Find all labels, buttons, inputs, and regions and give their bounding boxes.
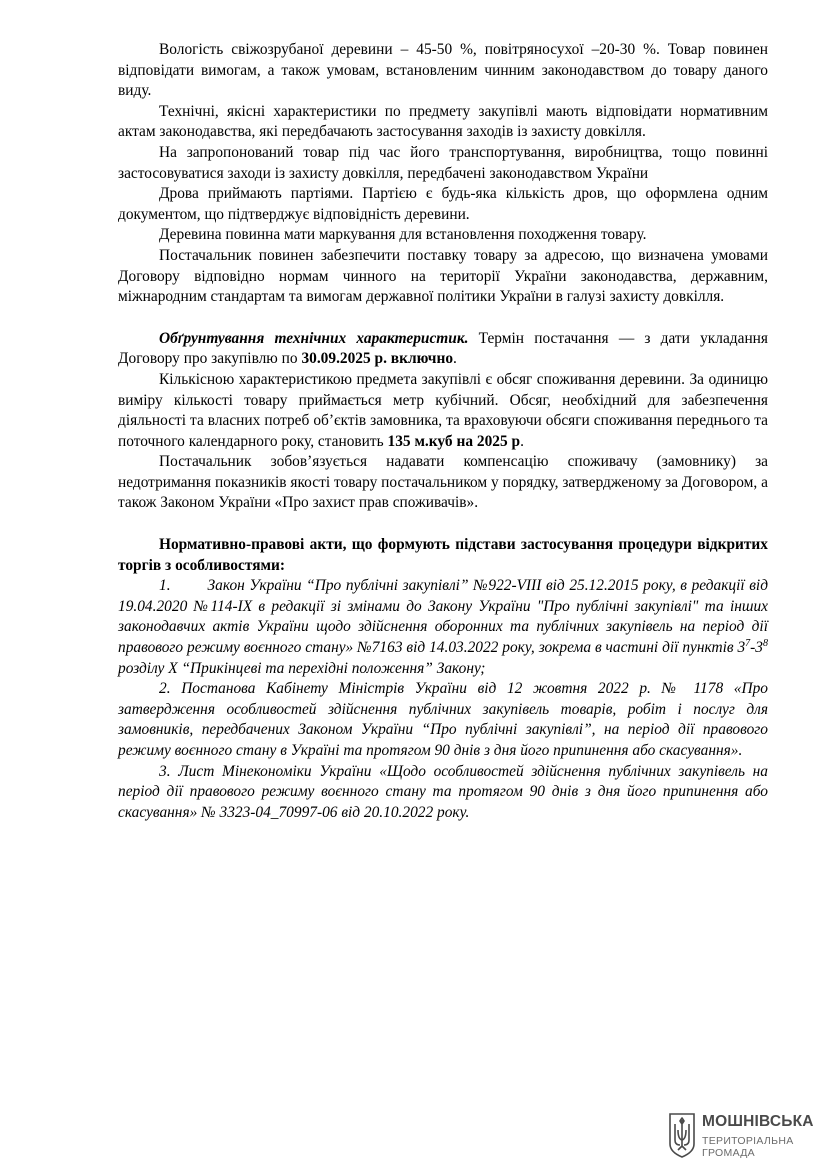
paragraph-compensation: Постачальник зобов’язується надавати компенсацію споживачу (замовнику) за недотримання показників якості товару постачальником у порядку, затвердженому за Договором, а також Законом України «Про захист прав споживачів». bbox=[118, 453, 768, 512]
legal-item-1-text: Закон України “Про публічні закупівлі” №922-VIII від 25.12.2015 року, в редакції від 19.04.2020 №114-IX в редакції зі змінами до Закону України "Про публічні закупівлі" та інших законодавчих актів України щодо здійснення оборонних та публічних закупівель на період дії правового режиму воєнного стану» №7163 від 14.03.2022 року, зокрема в частині дії пунктів 3 bbox=[118, 577, 768, 657]
paragraph-environment-measures: На запропонований товар під час його транспортування, виробництва, тощо повинні застосовуватися заходи із захисту довкілля, передбачені законодавством України bbox=[118, 143, 768, 182]
delivery-term-text: Термін постачання — з дати укладання Договору про закупівлю по bbox=[118, 329, 768, 368]
legal-item-1-mid: -3 bbox=[750, 639, 763, 657]
logo-title: МОШНІВСЬКА bbox=[702, 1113, 814, 1130]
superscript-8: 8 bbox=[763, 638, 768, 650]
delivery-term-end: . bbox=[453, 350, 457, 368]
logo-subtitle-2: ГРОМАДА bbox=[702, 1147, 755, 1159]
trident-coat-of-arms-icon bbox=[668, 1112, 696, 1158]
legal-item-3: 3. Лист Мінекономіки України «Щодо особливостей здійснення публічних закупівель на період дії правового режиму воєнного стану та протягом 90 днів з дня його припинення або скасування» № 3323-04_70997-06 від 20.10.2022 року. bbox=[118, 762, 768, 821]
legal-item-1-number: 1. bbox=[159, 577, 171, 595]
superscript-7: 7 bbox=[745, 638, 751, 650]
paragraph-delivery: Постачальник повинен забезпечити поставку товару за адресою, що визначена умовами Договору відповідно нормам чинного на території України законодавства, державним, міжнародним стандартам та вимогам державної політики України в галузі захисту довкілля. bbox=[118, 246, 768, 306]
legal-item-1 bbox=[118, 576, 768, 679]
paragraph-batches: Дрова приймають партіями. Партією є будь-яка кількість дров, що оформлена одним документом, що підтверджує відповідність деревини. bbox=[118, 185, 768, 223]
legal-item-2: 2. Постанова Кабінету Міністрів України від 12 жовтня 2022 р. № 1178 «Про затвердження особливостей здійснення публічних закупівель товарів, робіт і послуг для замовників, передбачених Законом України “Про публічні закупівлі”, на період дії правового режиму воєнного стану в Україні та протягом 90 днів з дня його припинення або скасування». bbox=[118, 680, 768, 759]
section-spacer bbox=[118, 514, 768, 535]
paragraph-marking: Деревина повинна мати маркування для встановлення походження товару. bbox=[159, 226, 647, 244]
justification-heading: Обґрунтування технічних характеристик. bbox=[159, 329, 469, 347]
paragraph-delivery-term bbox=[118, 329, 768, 370]
section-spacer bbox=[118, 308, 768, 329]
legal-acts-heading: Нормативно-правові акти, що формують підстави застосування процедури відкритих торгів з особливостями: bbox=[118, 536, 768, 574]
legal-item-1-end: розділу X “Прикінцеві та перехідні положення” Закону; bbox=[118, 659, 486, 677]
paragraph-quantity bbox=[118, 370, 768, 452]
quantity-end: . bbox=[520, 432, 524, 450]
delivery-term-date: 30.09.2025 р. включно bbox=[301, 350, 454, 368]
quantity-value: 135 м.куб на 2025 р bbox=[387, 432, 521, 450]
quantity-text: Кількісною характеристикою предмета закупівлі є обсяг споживання деревини. За одиницю виміру кількості товару приймається метр кубічний. Обсяг, необхідний для забезпечення діяльності та власних потреб об’єктів замовника, та враховуючи обсяги споживання переднього та поточного календарного року, становить bbox=[118, 370, 768, 450]
paragraph-humidity: Вологість свіжозрубаної деревини – 45-50 %, повітряносухої –20-30 %. Товар повинен відповідати вимогам, а також умовам, встановленим чинним законодавством до товару даного виду. bbox=[118, 41, 768, 100]
paragraph-technical-quality: Технічні, якісні характеристики по предмету закупівлі мають відповідати нормативним актам законодавства, які передбачають застосування заходів із захисту довкілля. bbox=[118, 102, 768, 141]
logo-subtitle-1: ТЕРИТОРІАЛЬНА bbox=[702, 1135, 794, 1147]
document-body bbox=[118, 40, 768, 823]
community-logo bbox=[668, 1112, 814, 1162]
